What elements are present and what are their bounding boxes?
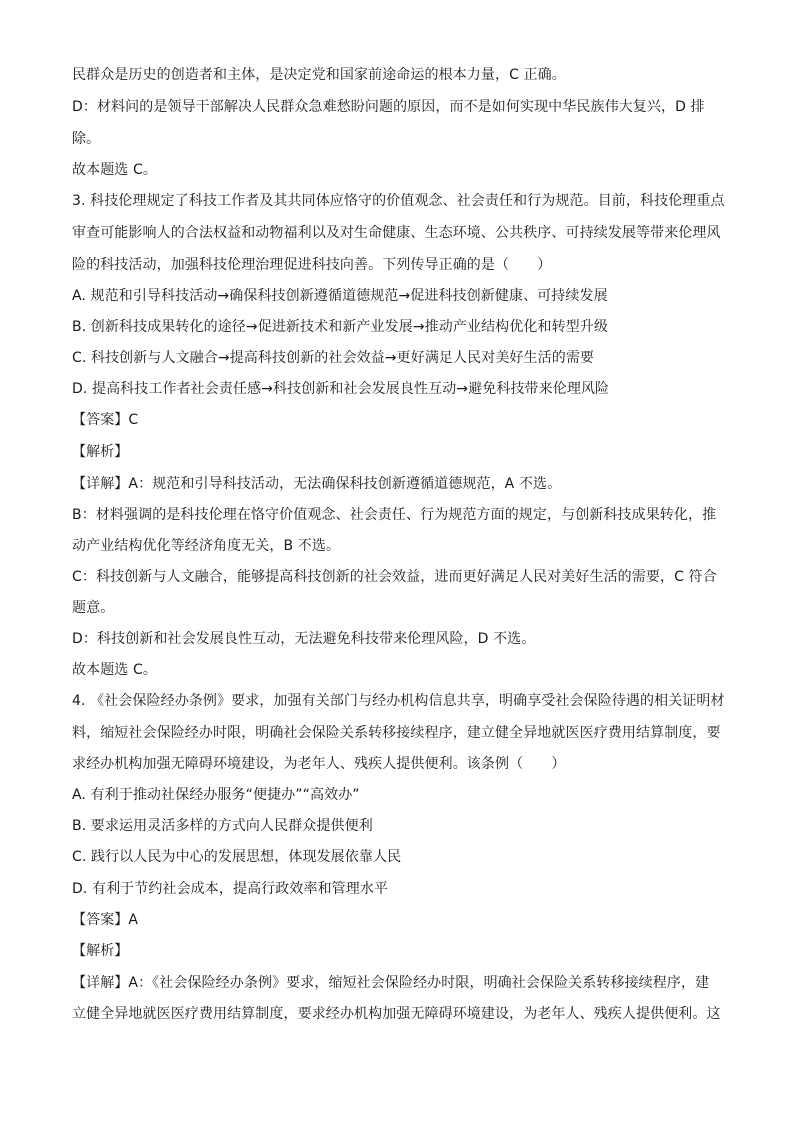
explanation-line: 【详解】A：《社会保险经办条例》要求，缩短社会保险经办时限，明确社会保险关系转移接续程序，建 [72,975,710,991]
question-4-stem: 料，缩短社会保险经办时限，明确社会保险关系转移接续程序，建立健全异地就医医疗费用结算制度，要 [72,725,721,741]
explanation-line: 【详解】A：规范和引导科技活动，无法确保科技创新遵循道德规范，A 不选。 [72,476,562,492]
option-b: B. 要求运用灵活多样的方式向人民群众提供便利 [72,818,373,834]
explanation-line: D：科技创新和社会发展良性互动，无法避免科技带来伦理风险，D 不选。 [72,631,536,647]
question-4-stem: 求经办机构加强无障碍环境建设，为老年人、残疾人提供便利。该条例（ ） [72,756,566,772]
analysis-label: 【解析】 [72,943,129,959]
option-c: C. 践行以人民为中心的发展思想，体现发展依靠人民 [72,849,402,865]
option-b: B. 创新科技成果转化的途径→促进新技术和新产业发展→推动产业结构优化和转型升级 [72,319,608,335]
option-c: C. 科技创新与人文融合→提高科技创新的社会效益→更好满足人民对美好生活的需要 [72,350,595,366]
text-line: D：材料问的是领导干部解决人民群众急难愁盼问题的原因，而不是如何实现中华民族伟大复兴，D 排 [72,99,705,115]
option-a: A. 有利于推动社保经办服务“便捷办”“高效办” [72,787,360,803]
option-d: D. 有利于节约社会成本，提高行政效率和管理水平 [72,881,389,897]
analysis-label: 【解析】 [72,444,129,460]
question-3-stem: 3. 科技伦理规定了科技工作者及其共同体应恪守的价值观念、社会责任和行为规范。目前，科技伦理重点 [72,193,725,209]
question-3-stem: 审查可能影响人的合法权益和动物福利以及对生命健康、生态环境、公共秩序、可持续发展等带来伦理风 [72,225,721,241]
text-line: 故本题选 C。 [72,162,157,178]
question-3-stem: 险的科技活动，加强科技伦理治理促进科技向善。下列传导正确的是（ ） [72,257,552,273]
option-d: D. 提高科技工作者社会责任感→科技创新和社会发展良性互动→避免科技带来伦理风险 [72,381,610,397]
text-line: 故本题选 C。 [72,662,157,678]
text-line: 除。 [72,131,101,147]
explanation-line: B：材料强调的是科技伦理在恪守价值观念、社会责任、行为规范方面的规定，与创新科技成果转化，推 [72,507,717,523]
option-a: A. 规范和引导科技活动→确保科技创新遵循道德规范→促进科技创新健康、可持续发展 [72,288,608,304]
explanation-line: 立健全异地就医医疗费用结算制度，要求经办机构加强无障碍环境建设，为老年人、残疾人提供便利。这 [72,1006,721,1022]
question-4-stem: 4. 《社会保险经办条例》要求，加强有关部门与经办机构信息共享，明确享受社会保险待遇的相关证明材 [72,693,725,709]
text-line: 民群众是历史的创造者和主体，是决定党和国家前途命运的根本力量，C 正确。 [72,67,566,83]
answer-label: 【答案】A [72,912,139,928]
answer-label: 【答案】C [72,412,139,428]
explanation-line: 动产业结构优化等经济角度无关，B 不选。 [72,538,341,554]
explanation-line: C：科技创新与人文融合，能够提高科技创新的社会效益，进而更好满足人民对美好生活的需要，C 符合 [72,569,717,585]
explanation-line: 题意。 [72,600,115,616]
